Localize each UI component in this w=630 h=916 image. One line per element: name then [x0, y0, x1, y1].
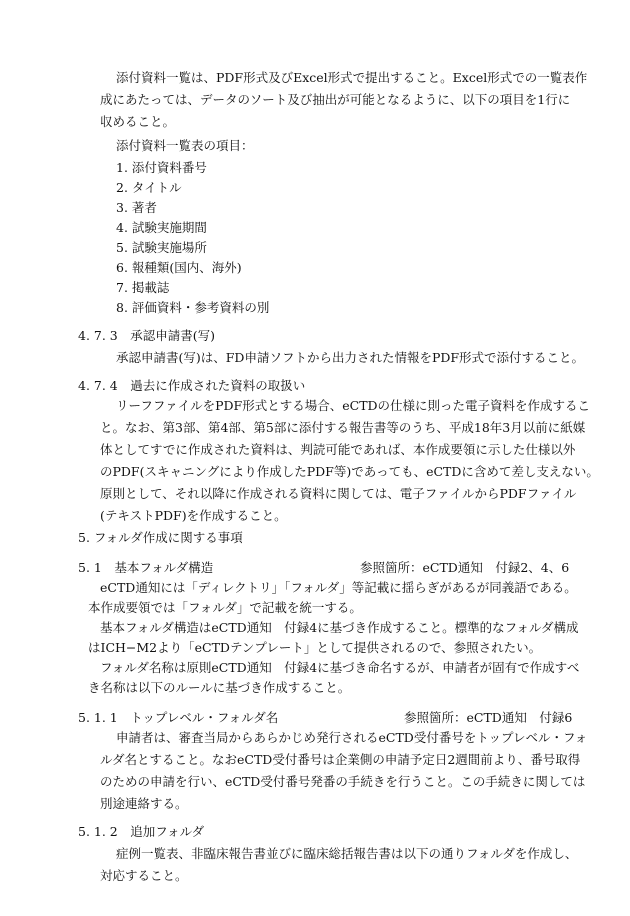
list-item: 2. タイトル: [116, 180, 182, 195]
section-heading: 5. 1. 2 追加フォルダ: [78, 824, 205, 839]
section-line: 申請者は、審査当局からあらかじめ発行されるeCTD受付番号をトップレベル・フォ: [116, 730, 588, 745]
intro-line: 収めること。: [100, 114, 176, 129]
items-heading: 添付資料一覧表の項目：: [116, 138, 254, 153]
section-line: と。なお、第3部、第4部、第5部に添付する報告書等のうち、平成18年3月以前に紙媒: [100, 420, 586, 435]
list-item: 5. 試験実施場所: [116, 240, 207, 255]
section-line: き名称は以下のルールに基づき作成すること。: [88, 680, 351, 695]
section-body: 承認申請書(写)は、FD申請ソフトから出力された情報をPDF形式で添付すること。: [116, 350, 585, 365]
section-line: リーフファイルをPDF形式とする場合、eCTDの仕様に則った電子資料を作成するこ: [116, 398, 591, 413]
list-item: 4. 試験実施期間: [116, 220, 207, 235]
section-line: 症例一覧表、非臨床報告書並びに臨床総括報告書は以下の通りフォルダを作成し、: [116, 846, 578, 861]
list-item: 3. 著者: [116, 200, 157, 215]
section-line: ルダ名とすること。なおeCTD受付番号は企業側の申請予定日2週間前より、番号取得: [100, 752, 581, 767]
section-heading: 4. 7. 4 過去に作成された資料の取扱い: [78, 378, 306, 393]
list-item: 7. 掲載誌: [116, 280, 170, 295]
section-line: のための申請を行い、eCTD受付番号発番の手続きを行うこと。この手続きに関しては: [100, 774, 586, 789]
reference-note: 参照箇所：eCTD通知 付録6: [404, 710, 573, 725]
chapter-heading: 5. フォルダ作成に関する事項: [78, 530, 243, 545]
intro-line: 添付資料一覧は、PDF形式及びExcel形式で提出すること。Excel形式での一覧表作: [116, 70, 588, 85]
intro-line: 成にあたっては、データのソート及び抽出が可能となるように、以下の項目を1行に: [100, 92, 571, 107]
list-item: 8. 評価資料・参考資料の別: [116, 300, 270, 315]
section-heading: 4. 7. 3 承認申請書(写): [78, 328, 216, 343]
section-line: 本作成要領では「フォルダ」で記載を統一する。: [88, 600, 362, 615]
section-line: 基本フォルダ構造はeCTD通知 付録4に基づき作成すること。標準的なフォルダ構成: [100, 620, 579, 635]
list-item: 1. 添付資料番号: [116, 160, 207, 175]
section-line: 別途連絡する。: [100, 796, 188, 811]
section-line: はICH−M2より「eCTDテンプレート」として提供されるので、参照されたい。: [88, 640, 542, 655]
section-heading: 5. 1 基本フォルダ構造: [78, 560, 214, 575]
section-line: eCTD通知には「ディレクトリ」「フォルダ」等記載に揺らぎがあるが同義語である。: [100, 580, 577, 595]
section-line: のPDF(スキャニングにより作成したPDF等)であっても、eCTDに含めて差し支えない。: [100, 464, 599, 479]
section-heading: 5. 1. 1 トップレベル・フォルダ名: [78, 710, 279, 725]
section-line: (テキストPDF)を作成すること。: [100, 508, 287, 523]
list-item: 6. 報種類(国内、海外): [116, 260, 242, 275]
section-line: フォルダ名称は原則eCTD通知 付録4に基づき命名するが、申請者が固有で作成すべ: [100, 660, 580, 675]
section-line: 原則として、それ以降に作成される資料に関しては、電子ファイルからPDFファイル: [100, 486, 577, 501]
section-line: 対応すること。: [100, 868, 188, 883]
section-line: 体としてすでに作成された資料は、判読可能であれば、本作成要領に示した仕様以外: [100, 442, 576, 457]
reference-note: 参照箇所：eCTD通知 付録2、4、6: [360, 560, 570, 575]
